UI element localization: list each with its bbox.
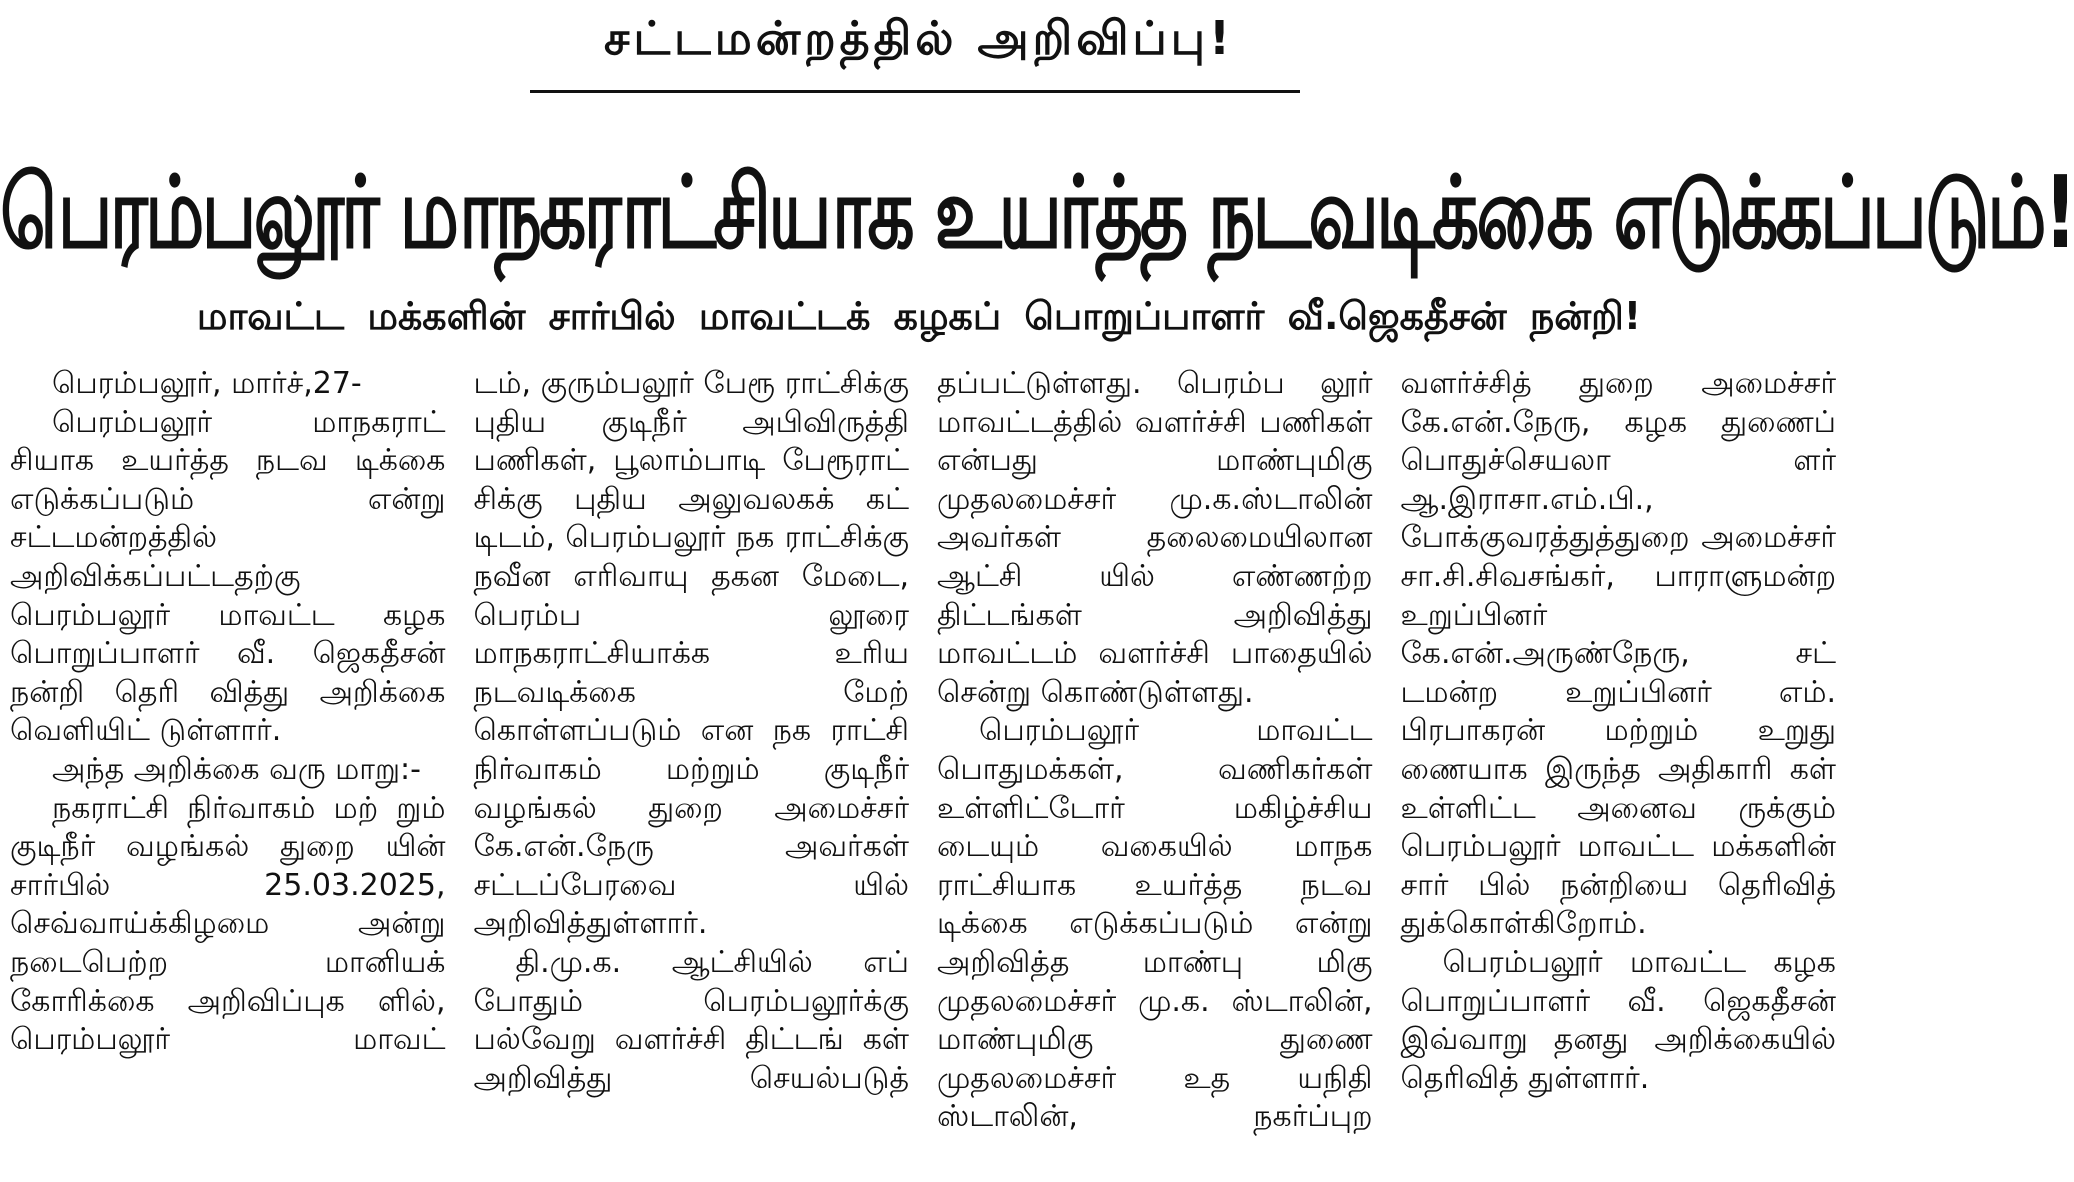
article-column-1 — [10, 365, 446, 1182]
article-column-4 — [1401, 365, 1837, 1182]
article-body — [10, 365, 1836, 1182]
article-paragraph: பெரம்பலூர் மாவட்ட பொதுமக்கள், வணிகர்கள் உள்ளிட்டோர் மகிழ்ச்சிய டையும் வகையில் மாநக ராட்சியாக உயர்த்த நடவ டிக்கை எடுக்கப்படும் என்று அறிவித்த மாண்பு மிகு முதலமைச்சர் மு.க. ஸ்டாலின், மாண்புமிகு துணை முதலமைச்சர் உத யநிதி ஸ்டாலின், நகர்ப்புற — [937, 713, 1373, 1135]
kicker-heading: சட்டமன்றத்தில் அறிவிப்பு! — [604, 11, 1234, 65]
article-paragraph: பெரம்பலூர் மாவட்ட கழக பொறுப்பாளர் வீ. ஜெகதீசன் இவ்வாறு தனது அறிக்கையில் தெரிவித் துள்ளார். — [1400, 944, 1836, 1096]
article-paragraph: வளர்ச்சித் துறை அமைச்சர் கே.என்.நேரு, கழக துணைப் பொதுச்செயலா ளர் ஆ.இராசா.எம்.பி., போக்குவரத்துத்துறை அமைச்சர் சா.சி.சிவசங்கர், பாராளுமன்ற உறுப்பினர் கே.என்.அருண்நேரு, சட் டமன்ற உறுப்பினர் எம். பிரபாகரன் மற்றும் உறுது ணையாக இருந்த அதிகாரி கள் உள்ளிட்ட அனைவ ருக்கும் பெரம்பலூர் மாவட்ட மக்களின் சார் பில் நன்றியை தெரிவித் துக்கொள்கிறோம். — [1400, 366, 1836, 942]
article-paragraph: அந்த அறிக்கை வரு மாறு:- — [52, 751, 421, 787]
article-column-3 — [937, 365, 1373, 1182]
kicker-divider — [530, 90, 1300, 93]
article-paragraph: தப்பட்டுள்ளது. பெரம்ப லூர் மாவட்டத்தில் வளர்ச்சி பணிகள் என்பது மாண்புமிகு முதலமைச்சர் மு.க.ஸ்டாலின் அவர்கள் தலைமையிலான ஆட்சி யில் எண்ணற்ற திட்டங்கள் அறிவித்து மாவட்டம் வளர்ச்சி பாதையில் சென்று கொண்டுள்ளது. — [937, 366, 1373, 710]
dateline: பெரம்பலூர், மார்ச்,27- — [52, 366, 362, 401]
article-paragraph: பெரம்பலூர் மாநகராட் சியாக உயர்த்த நடவ டிக்கை எடுக்கப்படும் என்று சட்டமன்றத்தில் அறிவிக்கப்பட்டதற்கு பெரம்பலூர் மாவட்ட கழக பொறுப்பாளர் வீ. ஜெகதீசன் நன்றி தெரி வித்து அறிக்கை வெளியிட் டுள்ளார். — [10, 404, 446, 749]
article-paragraph: தி.மு.க. ஆட்சியில் எப் போதும் பெரம்பலூர்க்கு பல்வேறு வளர்ச்சி திட்டங் கள் அறிவித்து செயல்படுத் — [473, 944, 909, 1096]
subheadline: மாவட்ட மக்களின் சார்பில் மாவட்டக் கழகப் பொறுப்பாளர் வீ.ஜெகதீசன் நன்றி! — [196, 294, 1642, 338]
main-headline: பெரம்பலூர் மாநகராட்சியாக உயர்த்த நடவடிக்கை எடுக்கப்படும்! — [0, 155, 2074, 272]
article-paragraph: டம், குரும்பலூர் பேரூ ராட்சிக்கு புதிய குடிநீர் அபிவிருத்தி பணிகள், பூலாம்பாடி பேரூராட் சிக்கு புதிய அலுவலகக் கட் டிடம், பெரம்பலூர் நக ராட்சிக்கு நவீன எரிவாயு தகன மேடை, பெரம்ப லூரை மாநகராட்சியாக்க உரிய நடவடிக்கை மேற் கொள்ளப்படும் என நக ராட்சி நிர்வாகம் மற்றும் குடிநீர் வழங்கல் துறை அமைச்சர் கே.என்.நேரு அவர்கள் சட்டப்பேரவை யில் அறிவித்துள்ளார். — [473, 366, 909, 942]
article-paragraph: நகராட்சி நிர்வாகம் மற் றும் குடிநீர் வழங்கல் துறை யின் சார்பில் 25.03.2025, செவ்வாய்க்கிழமை அன்று நடைபெற்ற மானியக் கோரிக்கை அறிவிப்புக ளில், பெரம்பலூர் மாவட் — [10, 790, 446, 1058]
article-column-2 — [474, 365, 910, 1182]
